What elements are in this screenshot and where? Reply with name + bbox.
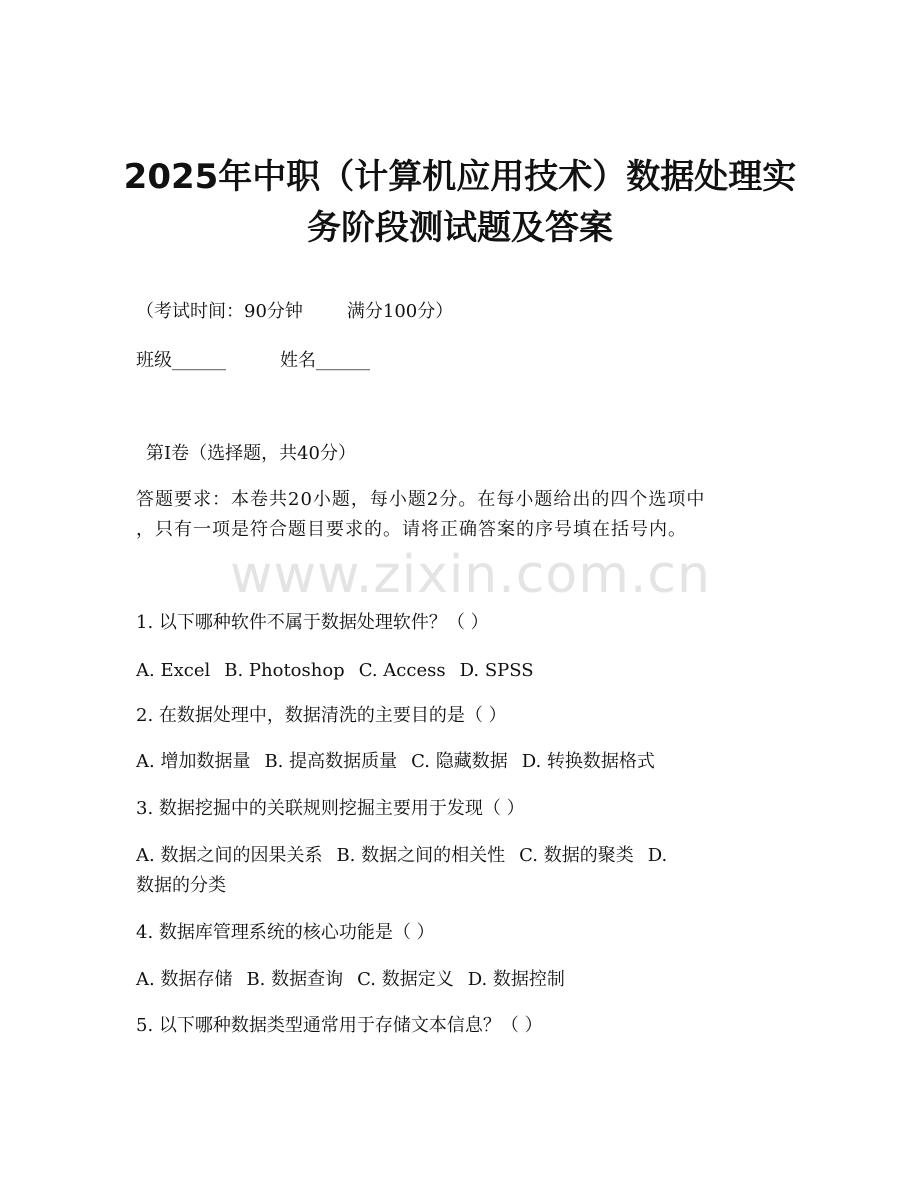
question-2-option-a: A. 增加数据量 bbox=[136, 751, 251, 772]
name-field: 姓名______ bbox=[280, 350, 370, 371]
question-4-option-b: B. 数据查询 bbox=[246, 969, 344, 990]
question-4-option-c: C. 数据定义 bbox=[357, 969, 454, 990]
question-1-option-d: D. SPSS bbox=[459, 660, 534, 681]
question-2-option-b: B. 提高数据质量 bbox=[264, 751, 398, 772]
exam-score: 满分100分） bbox=[346, 301, 454, 322]
question-4-options bbox=[136, 964, 796, 996]
question-4-stem: 4. 数据库管理系统的核心功能是（ ） bbox=[136, 922, 435, 943]
question-5-stem: 5. 以下哪种数据类型通常用于存储文本信息？（ ） bbox=[136, 1015, 543, 1036]
question-3-option-d-text: 数据的分类 bbox=[136, 875, 226, 896]
question-4-option-d: D. 数据控制 bbox=[467, 969, 565, 990]
class-field: 班级______ bbox=[136, 350, 226, 371]
question-3-option-c: C. 数据的聚类 bbox=[519, 845, 634, 866]
question-2-stem: 2. 在数据处理中，数据清洗的主要目的是（ ） bbox=[136, 705, 507, 726]
question-3-option-a: A. 数据之间的因果关系 bbox=[136, 845, 323, 866]
watermark: www.zixin.com.cn bbox=[230, 545, 711, 605]
question-2-options bbox=[136, 746, 796, 778]
question-2-option-c: C. 隐藏数据 bbox=[411, 751, 508, 772]
instructions-line-1: 答题要求：本卷共20小题，每小题2分。在每小题给出的四个选项中 bbox=[136, 489, 706, 510]
exam-time: （考试时间：90分钟 bbox=[136, 301, 303, 322]
question-1-stem: 1. 以下哪种软件不属于数据处理软件？（ ） bbox=[136, 612, 489, 633]
question-3-stem: 3. 数据挖掘中的关联规则挖掘主要用于发现（ ） bbox=[136, 798, 525, 819]
question-3-option-d: D. bbox=[647, 845, 668, 866]
question-3-options bbox=[136, 840, 796, 872]
section-heading: 第I卷（选择题，共40分） bbox=[146, 443, 357, 464]
document-title-line-1: 2025年中职（计算机应用技术）数据处理实 bbox=[123, 157, 797, 197]
question-1-option-a: A. Excel bbox=[136, 660, 211, 681]
question-4-option-a: A. 数据存储 bbox=[136, 969, 233, 990]
question-3-option-b: B. 数据之间的相关性 bbox=[336, 845, 506, 866]
document-title-line-2: 务阶段测试题及答案 bbox=[307, 208, 613, 248]
exam-info bbox=[136, 296, 796, 328]
question-2-option-d: D. 转换数据格式 bbox=[521, 751, 655, 772]
question-1-option-c: C. Access bbox=[358, 660, 446, 681]
instructions-line-2: ，只有一项是符合题目要求的。请将正确答案的序号填在括号内。 bbox=[136, 519, 687, 540]
question-1-option-b: B. Photoshop bbox=[224, 660, 345, 681]
student-fields bbox=[136, 345, 796, 377]
question-1-options bbox=[136, 655, 796, 687]
